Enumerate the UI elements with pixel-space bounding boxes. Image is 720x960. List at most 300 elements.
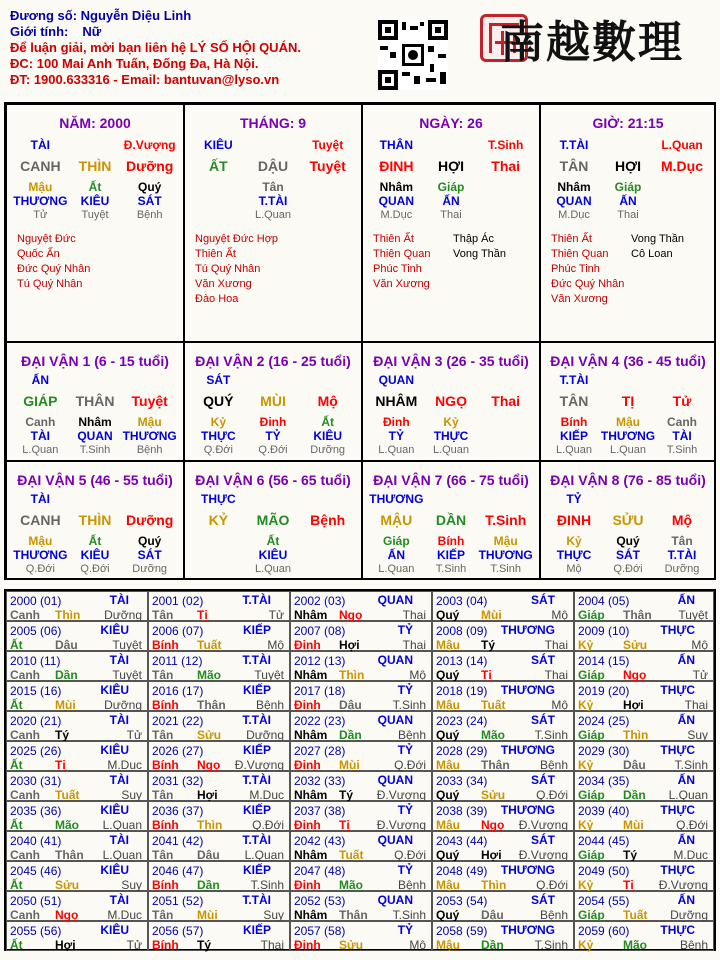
hidden-stage [300, 563, 355, 575]
year-label: 2035 (36) [10, 804, 62, 818]
year-branch: Tý [623, 848, 638, 862]
year-cell [6, 621, 148, 651]
year-cell [290, 711, 432, 741]
hidden-stage: M.Dục [558, 209, 590, 221]
hidden-stem: Ất [321, 415, 335, 429]
year-label: 2052 (53) [294, 894, 346, 908]
star-item: Nguyệt Đức [17, 233, 76, 245]
year-branch: Tị [481, 668, 492, 682]
year-ten-god: QUAN [377, 593, 413, 607]
pillar-cell [540, 104, 716, 342]
dai-van-god-row [7, 373, 183, 387]
year-stem: Bính [152, 818, 179, 832]
year-branch: Sửu [197, 728, 222, 742]
dai-van-stage: Mộ [317, 393, 338, 409]
year-branch: Dậu [197, 848, 220, 862]
pillar-ten-god: KIÊU [204, 138, 233, 152]
year-ten-god: THƯƠNG [500, 743, 555, 757]
year-label: 2036 (37) [152, 804, 204, 818]
pillar-god-row [185, 138, 361, 152]
year-branch: Mùi [623, 818, 644, 832]
year-ten-god: T.TÀI [242, 773, 271, 787]
dai-van-hidden-row [185, 534, 361, 548]
year-cell [432, 831, 574, 861]
pillar-earthly-branch: HỢI [438, 158, 464, 174]
year-ten-god: SÁT [531, 653, 555, 667]
pillar-god-row [541, 138, 715, 152]
year-ten-god: THƯƠNG [500, 803, 555, 817]
pillar-ten-god: T.TÀI [559, 138, 589, 152]
year-label: 2019 (20) [578, 684, 630, 698]
year-stage: T.Sinh [534, 728, 568, 742]
year-branch: Tuất [55, 788, 80, 802]
hidden-stage: Dưỡng [132, 563, 168, 575]
dai-van-ganzhi-row [185, 393, 361, 409]
year-label: 2059 (60) [578, 924, 630, 938]
hidden-stage: Bệnh [136, 209, 163, 221]
year-branch: Thân [55, 848, 84, 862]
year-cell [6, 681, 148, 711]
year-branch: Tuất [623, 908, 648, 922]
year-cell [290, 651, 432, 681]
pillar-god-row [363, 138, 539, 152]
year-branch: Tý [339, 788, 354, 802]
dai-van-ten-god: THỰC [201, 492, 236, 506]
year-branch: Tị [339, 818, 350, 832]
year-stem: Mậu [436, 818, 460, 832]
year-stem: Bính [152, 938, 179, 952]
year-stage: Thai [402, 608, 426, 622]
dai-van-stage: Tuyệt [131, 393, 168, 409]
hidden-ten-god: THƯƠNG [600, 429, 656, 443]
year-ten-god: ẤN [677, 893, 695, 907]
dai-van-ten-god: TỶ [566, 492, 582, 506]
year-branch: Thân [339, 908, 368, 922]
pillar-hidden-row [541, 180, 715, 194]
spacer [122, 492, 177, 506]
dai-van-title: ĐẠI VẬN 6 (56 - 65 tuổi) [195, 472, 351, 488]
year-stage: Tử [268, 608, 284, 622]
year-stage: Mộ [409, 938, 426, 952]
hidden-ten-god: TỶ [265, 429, 281, 443]
dai-van-god-row [7, 492, 183, 506]
year-cell [6, 711, 148, 741]
year-stem: Kỷ [578, 818, 594, 832]
dai-van-ten-god: SÁT [206, 373, 231, 387]
year-cell [148, 591, 290, 621]
hidden-stem: Nhâm [557, 180, 591, 194]
pillar-hidden-god-row [541, 194, 715, 208]
year-cell [148, 861, 290, 891]
year-cell [6, 891, 148, 921]
hidden-ten-god [655, 194, 709, 208]
hidden-stem: Quý [138, 534, 162, 548]
year-stage: Dưỡng [246, 728, 284, 742]
hidden-stem [300, 180, 355, 194]
year-stem: Đinh [294, 698, 321, 712]
hidden-stem: Quý [138, 180, 162, 194]
star-item: Tú Quý Nhân [195, 263, 261, 275]
year-stem: Đinh [294, 878, 321, 892]
year-branch: Dậu [623, 758, 646, 772]
year-stage: Tử [692, 668, 708, 682]
year-branch: Mão [55, 818, 79, 832]
year-stage: Dưỡng [104, 698, 142, 712]
pillar-hidden-row [185, 180, 361, 194]
dai-van-ten-god: ẤN [31, 373, 49, 387]
dai-van-stage: Thai [491, 393, 521, 409]
year-ten-god: TÀI [109, 833, 129, 847]
year-branch: Mùi [339, 758, 360, 772]
year-cell [6, 741, 148, 771]
year-ten-god: KIÊU [100, 923, 129, 937]
hidden-stage: T.Sinh [490, 563, 521, 575]
year-stage: M.Dục [249, 788, 284, 802]
hidden-stem: Ất [88, 534, 102, 548]
pillars-grid [4, 102, 716, 580]
hidden-ten-god: KIÊU [258, 548, 288, 562]
dai-van-title: ĐẠI VẬN 4 (36 - 45 tuổi) [550, 353, 706, 369]
star-item: Thiên Ất [195, 248, 236, 260]
hidden-ten-god [300, 548, 355, 562]
dai-van-hidden-row [541, 415, 715, 429]
dai-van-stage: Dưỡng [126, 512, 174, 528]
year-label: 2010 (11) [10, 654, 61, 668]
hidden-stem: Mậu [616, 415, 640, 429]
year-label: 2021 (22) [152, 714, 204, 728]
year-stage: Q.Đới [536, 788, 568, 802]
year-ten-god: KIÊU [100, 623, 129, 637]
pillar-title: GIỜ: 21:15 [592, 115, 664, 131]
pillar-stage-chi: Tuyệt [309, 158, 346, 174]
year-cell [290, 891, 432, 921]
pillar-stage-chi: Thai [491, 158, 521, 174]
year-cell [6, 591, 148, 621]
year-cell [6, 651, 148, 681]
hidden-stem: Giáp [383, 534, 410, 548]
dai-van-cell [184, 461, 362, 580]
year-label: 2057 (58) [294, 924, 346, 938]
hidden-ten-god [191, 194, 246, 208]
year-branch: Dần [339, 728, 362, 742]
year-stem: Đinh [294, 818, 321, 832]
hidden-ten-god: THỰC [201, 429, 236, 443]
hidden-stage: T.Sinh [79, 444, 111, 456]
year-stage: Bệnh [539, 908, 568, 922]
hidden-ten-god [478, 194, 533, 208]
year-stage: Dưỡng [670, 908, 708, 922]
year-stage: Q.Đới [252, 818, 284, 832]
year-stem: Tân [152, 728, 174, 742]
hidden-stem: Đinh [259, 415, 287, 429]
hidden-ten-god: TÀI [30, 429, 50, 443]
year-ten-god: T.TÀI [242, 833, 271, 847]
year-branch: Thân [623, 608, 652, 622]
dai-van-hidden-stage-row [363, 563, 539, 575]
year-stem: Ất [10, 758, 23, 772]
hidden-stage: Tuyệt [81, 209, 109, 221]
dai-van-god-row [185, 492, 361, 506]
year-branch: Ngọ [339, 608, 363, 622]
year-ten-god: QUAN [377, 713, 413, 727]
dai-van-stem: NHÂM [375, 393, 418, 409]
dai-van-god-row [185, 373, 361, 387]
hidden-stage: Dưỡng [310, 444, 346, 456]
year-stem: Nhâm [294, 728, 328, 742]
year-cell [6, 771, 148, 801]
year-ten-god: ẤN [677, 713, 695, 727]
star-item: Quốc Ấn [17, 248, 60, 260]
year-ten-god: QUAN [377, 893, 413, 907]
year-stage: Suy [121, 788, 142, 802]
year-branch: Tý [55, 728, 70, 742]
year-ten-god: QUAN [377, 833, 413, 847]
hidden-stem: Canh [25, 415, 56, 429]
year-stem: Ất [10, 818, 23, 832]
year-stem: Đinh [294, 638, 321, 652]
inauspicious-stars [453, 232, 506, 262]
dai-van-hidden-god-row [185, 548, 361, 562]
star-item: Thiên Quan [551, 248, 609, 260]
dai-van-cell [362, 461, 540, 580]
pillar-stage-can: T.Sinh [488, 138, 524, 152]
header-info [10, 8, 301, 88]
dai-van-hidden-stage-row [363, 444, 539, 456]
year-label: 2008 (09) [436, 624, 488, 638]
year-stem: Ất [10, 878, 23, 892]
year-stage: L.Quan [244, 848, 284, 862]
year-stem: Canh [10, 728, 40, 742]
year-branch: Thìn [481, 878, 507, 892]
year-branch: Mão [481, 728, 505, 742]
hidden-stem: Giáp [614, 180, 642, 194]
year-ten-god: TÀI [109, 653, 129, 667]
pillar-title: NGÀY: 26 [419, 115, 483, 131]
year-ten-god: KIÊU [100, 803, 129, 817]
inauspicious-stars [631, 232, 684, 262]
year-ten-god: TỶ [397, 743, 413, 757]
year-cell [432, 711, 574, 741]
year-ten-god: T.TÀI [242, 893, 271, 907]
dai-van-hidden-stage-row [7, 563, 183, 575]
year-branch: Hợi [481, 848, 502, 862]
hidden-stem [191, 534, 246, 548]
year-stem: Ất [10, 938, 23, 952]
pillar-hidden-row [7, 180, 183, 194]
year-stage: L.Quan [668, 788, 708, 802]
dai-van-branch: MÃO [256, 512, 290, 528]
year-branch: Tị [197, 608, 208, 622]
year-label: 2015 (16) [10, 684, 62, 698]
dai-van-hidden-god-row [363, 429, 539, 443]
year-stage: Mộ [267, 638, 284, 652]
hidden-stem: Kỷ [210, 415, 226, 429]
dai-van-ten-god: TÀI [30, 492, 50, 506]
year-branch: Dần [623, 788, 646, 802]
spacer [68, 492, 123, 506]
auspicious-stars [17, 232, 90, 292]
year-branch: Tý [481, 638, 496, 652]
year-label: 2027 (28) [294, 744, 346, 758]
hidden-stem: Canh [667, 415, 697, 429]
star-item: Thiên Quan [373, 248, 431, 260]
year-stage: Tuyệt [112, 668, 142, 682]
hidden-stem: Quý [616, 534, 640, 548]
year-branch: Mùi [55, 698, 76, 712]
year-stem: Mậu [436, 878, 460, 892]
star-item: Vong Thần [631, 233, 685, 245]
year-cell [148, 681, 290, 711]
year-cell [574, 891, 714, 921]
dai-van-branch: THÌN [78, 512, 112, 528]
year-cell [432, 651, 574, 681]
year-stem: Nhâm [294, 788, 328, 802]
hidden-ten-god: THƯƠNG [122, 429, 177, 443]
dai-van-hidden-stage-row [185, 444, 361, 456]
year-stage: Mộ [551, 698, 568, 712]
spacer [246, 373, 301, 387]
year-ten-god: THỰC [660, 743, 695, 757]
dai-van-stage: T.Sinh [485, 512, 527, 528]
year-cell [6, 801, 148, 831]
hidden-stem: Tân [262, 180, 284, 194]
hidden-ten-god: SÁT [137, 194, 162, 208]
pillar-title: NĂM: 2000 [59, 115, 131, 131]
year-label: 2042 (43) [294, 834, 346, 848]
dai-van-ten-god: THƯƠNG [369, 492, 424, 506]
hidden-ten-god: THƯƠNG [478, 548, 533, 562]
dai-van-cell [6, 342, 184, 461]
hidden-stage: L.Quan [609, 444, 647, 456]
dai-van-hidden-row [7, 415, 183, 429]
year-branch: Tuất [197, 638, 222, 652]
year-stage: Đ.Vượng [518, 818, 568, 832]
year-stage: M.Dục [107, 758, 142, 772]
pillar-stage-can: Tuyệt [312, 138, 344, 152]
hidden-ten-god: ẤN [387, 548, 405, 562]
year-stem: Đinh [294, 938, 321, 952]
year-cell [574, 921, 714, 951]
pillar-ganzhi-row [363, 158, 539, 174]
year-label: 2045 (46) [10, 864, 62, 878]
year-label: 2029 (30) [578, 744, 630, 758]
year-stage: Thai [684, 698, 708, 712]
year-label: 2013 (14) [436, 654, 488, 668]
dai-van-hidden-row [363, 415, 539, 429]
year-stem: Đinh [294, 758, 321, 772]
year-branch: Ngọ [623, 668, 647, 682]
year-branch: Tuất [339, 848, 364, 862]
year-stem: Tân [152, 908, 174, 922]
hidden-ten-god: THỰC [433, 429, 469, 443]
auspicious-stars [373, 232, 430, 292]
hidden-stem: Ất [266, 534, 280, 548]
dai-van-stem: TÂN [559, 393, 589, 409]
hidden-ten-god: ẤN [442, 194, 460, 208]
hidden-stem: Giáp [437, 180, 465, 194]
year-ten-god: THƯƠNG [500, 683, 555, 697]
year-branch: Sửu [55, 878, 80, 892]
hidden-ten-god: SÁT [137, 548, 162, 562]
spacer [655, 492, 709, 506]
year-branch: Dần [481, 938, 504, 952]
year-label: 2037 (38) [294, 804, 346, 818]
year-stage: Tuyệt [678, 608, 708, 622]
hidden-ten-god [478, 429, 533, 443]
year-cell [574, 711, 714, 741]
year-stage: Tử [126, 728, 142, 742]
year-cell [6, 921, 148, 951]
year-cell [290, 771, 432, 801]
star-item: Đào Hoa [195, 293, 239, 305]
hidden-ten-god: T.TÀI [258, 194, 288, 208]
year-branch: Dần [197, 878, 220, 892]
year-stage: M.Dục [673, 848, 708, 862]
year-stem: Quý [436, 788, 460, 802]
year-label: 2051 (52) [152, 894, 204, 908]
dai-van-stem: MẬU [380, 512, 413, 528]
year-stem: Canh [10, 668, 40, 682]
year-cell [574, 831, 714, 861]
brand-calligraphy: 南越數理 [500, 17, 684, 68]
year-ten-god: SÁT [531, 833, 555, 847]
year-label: 2026 (27) [152, 744, 204, 758]
dai-van-hidden-god-row [541, 548, 715, 562]
pillar-earthly-branch: DẬU [257, 158, 289, 174]
year-cell [290, 801, 432, 831]
hidden-stage: Bệnh [136, 444, 163, 456]
hidden-ten-god: KIÊU [313, 429, 343, 443]
year-ten-god: SÁT [531, 773, 555, 787]
year-label: 2039 (40) [578, 804, 630, 818]
year-branch: Ngọ [481, 818, 505, 832]
year-label: 2053 (54) [436, 894, 488, 908]
star-item: Văn Xương [195, 278, 252, 290]
hidden-stage: L.Quan [378, 563, 415, 575]
year-ten-god: THỰC [660, 803, 695, 817]
pillar-hidden-row [363, 180, 539, 194]
dai-van-stem: KỶ [208, 512, 229, 528]
pillar-stage-can: Đ.Vượng [123, 138, 176, 152]
year-branch: Dậu [339, 698, 362, 712]
year-cell [148, 711, 290, 741]
year-cell [290, 921, 432, 951]
star-item: Thập Ác [453, 233, 494, 245]
pillar-stage-chi: M.Dục [661, 158, 703, 174]
year-ten-god: QUAN [377, 653, 413, 667]
hidden-stage: Dưỡng [664, 563, 700, 575]
year-cell [290, 621, 432, 651]
dai-van-branch: SỬU [612, 512, 644, 528]
year-label: 2025 (26) [10, 744, 62, 758]
year-ten-god: SÁT [531, 893, 555, 907]
year-stage: T.Sinh [534, 938, 568, 952]
dai-van-ganzhi-row [7, 393, 183, 409]
year-label: 2020 (21) [10, 714, 62, 728]
gender-label: Giới tính: [10, 24, 69, 39]
year-cell [574, 771, 714, 801]
hidden-ten-god: TÀI [672, 429, 692, 443]
hidden-ten-god: THỰC [556, 548, 592, 562]
dai-van-branch: TỊ [621, 393, 635, 409]
year-branch: Hợi [623, 698, 644, 712]
pillar-stage-chi: Dưỡng [126, 158, 174, 174]
spacer [655, 373, 709, 387]
year-cell [432, 681, 574, 711]
hidden-stage: L.Quan [254, 563, 292, 575]
year-label: 2028 (29) [436, 744, 488, 758]
year-label: 2016 (17) [152, 684, 204, 698]
